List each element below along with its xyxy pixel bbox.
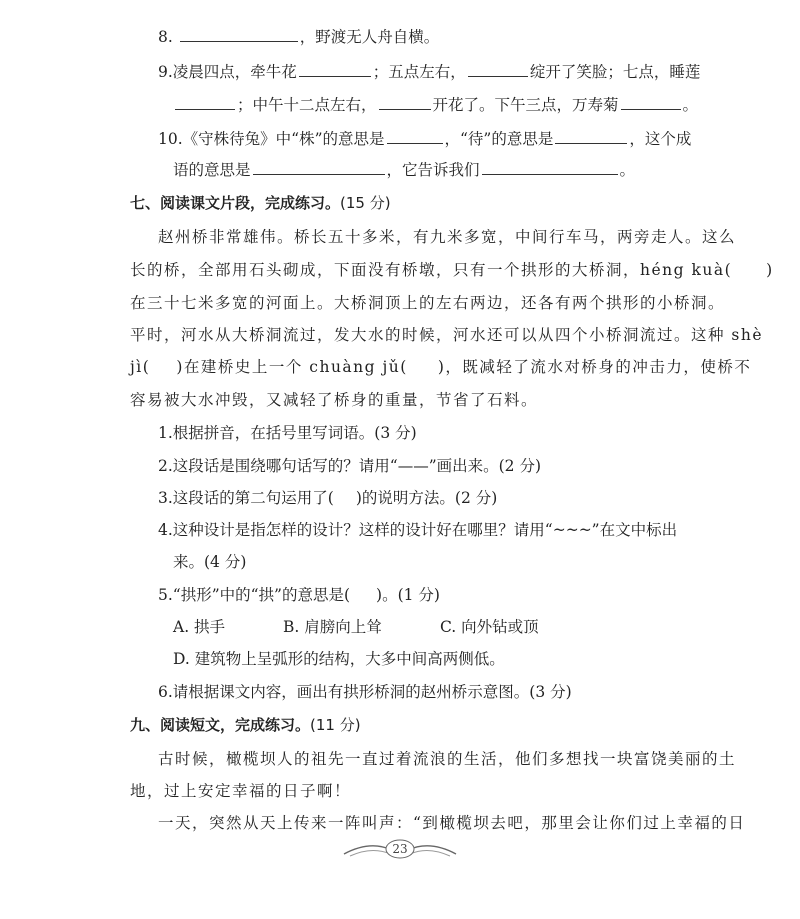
passage-line: 赵州桥非常雄伟。桥长五十多米，有九米多宽，中间行车马，两旁走人。这么 <box>158 228 737 246</box>
passage-line: 平时，河水从大桥洞流过，发大水的时候，河水还可以从四个小桥洞流过。这种 shè <box>130 326 764 344</box>
passage-line: 在三十七米多宽的河面上。大桥洞顶上的左右两边，还各有两个拱形的小桥洞。 <box>130 294 726 312</box>
option-d[interactable]: D. 建筑物上呈弧形的结构，大多中间高两侧低。 <box>173 650 505 668</box>
question-10-line-2: 语的意思是 ，它告诉我们 。 <box>173 158 635 181</box>
question-7-3: 3.这段话的第二句运用了( )的说明方法。(2 分) <box>158 489 498 507</box>
question-7-6: 6.请根据课文内容，画出有拱形桥洞的赵州桥示意图。(3 分) <box>158 683 572 701</box>
passage-line: 地，过上安定幸福的日子啊！ <box>130 782 352 800</box>
answer-blank[interactable] <box>482 158 618 175</box>
question-7-5: 5.“拱形”中的“拱”的意思是( )。(1 分) <box>158 586 440 604</box>
question-7-2: 2.这段话是围绕哪句话写的？请用“——”画出来。(2 分) <box>158 457 542 475</box>
passage-line: jì( )在建桥史上一个 chuàng jǔ( )，既减轻了流水对桥身的冲击力，使桥不 <box>130 358 752 376</box>
question-10-line-1: 10.《守株待兔》中“株”的意思是 ，“待”的意思是 ，这个成 <box>158 127 691 150</box>
option-b[interactable]: B. 肩膀向上耸 <box>283 618 382 636</box>
option-c[interactable]: C. 向外钻或顶 <box>440 618 539 636</box>
question-9-line-2: ；中午十二点左右， 开花了。下午三点，万寿菊 。 <box>173 93 698 116</box>
answer-blank[interactable] <box>468 60 528 77</box>
question-9-line-1: 9.凌晨四点，牵牛花 ；五点左右， 绽开了笑脸；七点，睡莲 <box>158 60 700 83</box>
answer-blank[interactable] <box>175 93 235 110</box>
passage-line: 一天，突然从天上传来一阵叫声：“到橄榄坝去吧，那里会让你们过上幸福的日 <box>158 814 746 832</box>
section-9-heading: 九、阅读短文，完成练习。(11 分) <box>130 716 361 734</box>
answer-blank[interactable] <box>180 25 298 42</box>
option-a[interactable]: A. 拱手 <box>173 618 226 636</box>
question-8: 8. ，野渡无人舟自横。 <box>158 25 439 48</box>
answer-blank[interactable] <box>253 158 385 175</box>
question-7-4-line-1: 4.这种设计是指怎样的设计？这样的设计好在哪里？请用“~~~”在文中标出 <box>158 521 678 539</box>
section-7-heading: 七、阅读课文片段，完成练习。(15 分) <box>130 194 391 212</box>
page-number-ornament <box>340 836 460 862</box>
answer-blank[interactable] <box>555 127 627 144</box>
page-number: 23 <box>392 842 408 856</box>
passage-line: 容易被大水冲毁，又减轻了桥身的重量，节省了石料。 <box>130 391 539 409</box>
passage-line: 长的桥，全部用石头砌成，下面没有桥墩，只有一个拱形的大桥洞，héng kuà( ) <box>130 261 774 279</box>
answer-blank[interactable] <box>387 127 443 144</box>
answer-blank[interactable] <box>621 93 681 110</box>
question-7-1: 1.根据拼音，在括号里写词语。(3 分) <box>158 424 417 442</box>
answer-blank[interactable] <box>299 60 371 77</box>
question-7-4-line-2: 来。(4 分) <box>173 553 247 571</box>
passage-line: 古时候，橄榄坝人的祖先一直过着流浪的生活，他们多想找一块富饶美丽的土 <box>158 750 737 768</box>
answer-blank[interactable] <box>379 93 431 110</box>
